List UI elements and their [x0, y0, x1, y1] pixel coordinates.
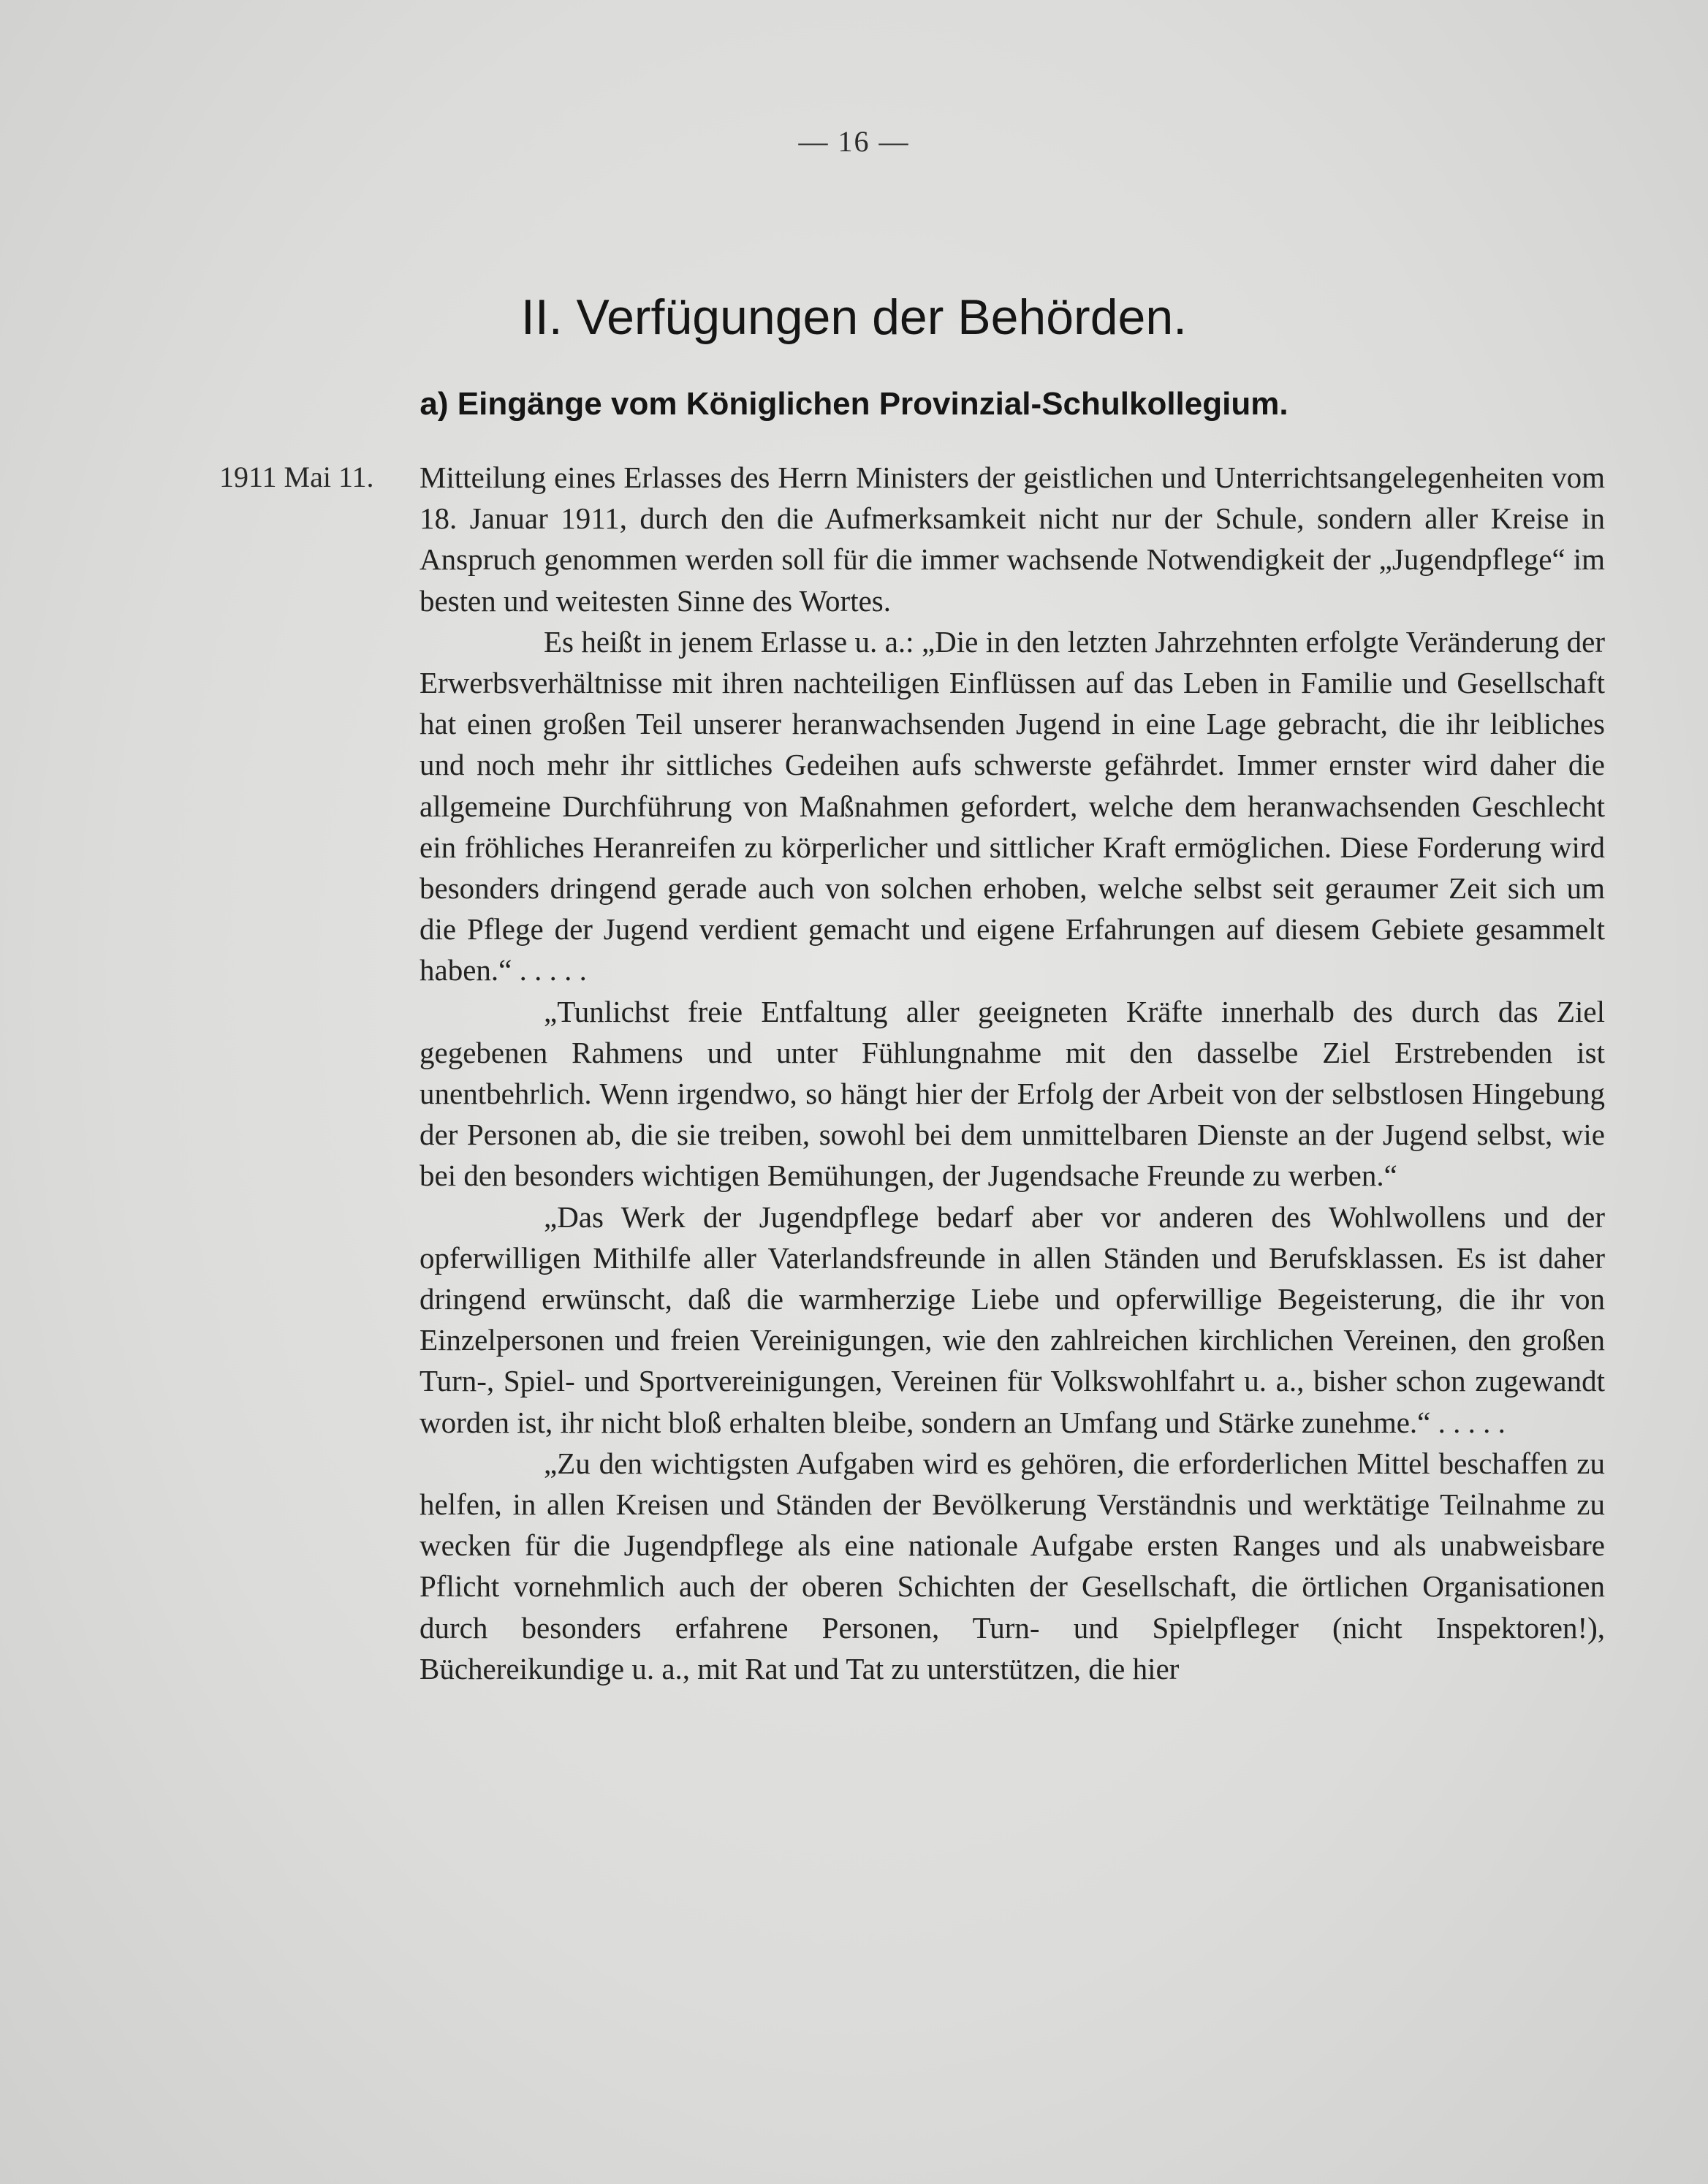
paragraph-notice: Mitteilung eines Erlasses des Herrn Ministers der geistlichen und Unterrichtsangelegenheiten vom 18. Januar 1911, durch den die Aufmerksamkeit nicht nur der Schule, sondern aller Kreise in Anspruch genommen werden soll für die immer wachsende Notwendigkeit der „Jugendpflege“ im besten und weitesten Sinne des Wortes.: [420, 460, 1605, 618]
section-title: II. Verfügungen der Behörden.: [520, 289, 1188, 345]
page-number: — 16 —: [798, 125, 910, 158]
entry-body: [420, 457, 1605, 1689]
paragraph-quote-1: Es heißt in jenem Erlasse u. a.: „Die in den letzten Jahrzehnten erfolgte Veränderung der Erwerbsverhältnisse mit ihren nachteiligen Einflüssen auf das Leben in Familie und Gesellschaft hat einen großen Teil unserer heranwachsenden Jugend in eine Lage gebracht, die ihr leibliches und noch mehr ihr sittliches Gedeihen aufs schwerste gefährdet. Immer ernster wird daher die allgemeine Durchführung von Maßnahmen gefordert, welche dem heranwachsenden Geschlecht ein fröhliches Heranreifen zu körperlicher und sittlicher Kraft ermöglichen. Diese Forderung wird besonders dringend gerade auch von solchen erhoben, welche selbst seit geraumer Zeit sich um die Pflege der Jugend verdient gemacht und eigene Erfahrungen auf diesem Gebiete gesammelt haben.“ . . . . .: [420, 624, 1605, 987]
entry-date: 1911 Mai 11.: [219, 460, 374, 493]
paragraph-quote-2: „Tunlichst freie Entfaltung aller geeigneten Kräfte innerhalb des durch das Ziel gegebenen Rahmens und unter Fühlungnahme mit den dasselbe Ziel Erstrebenden ist unentbehrlich. Wenn irgendwo, so hängt hier der Erfolg der Arbeit von der selbstlosen Hingebung der Personen ab, die sie treiben, sowohl bei dem unmittelbaren Dienste an der Jugend selbst, wie bei den besonders wichtigen Bemühungen, der Jugendsache Freunde zu werben.“: [420, 994, 1605, 1193]
paragraph-quote-3: „Das Werk der Jugendpflege bedarf aber vor anderen des Wohlwollens und der opferwilligen Mithilfe aller Vaterlandsfreunde in allen Ständen und Berufsklassen. Es ist daher dringend erwünscht, daß die warmherzige Liebe und opferwillige Begeisterung, die ihr von Einzelpersonen und freien Vereinigungen, wie den zahlreichen kirchlichen Vereinen, den großen Turn-, Spiel- und Sportvereinigungen, Vereinen für Volkswohlfahrt u. a., bisher schon zugewandt worden ist, ihr nicht bloß erhalten bleibe, sondern an Umfang und Stärke zunehme.“ . . . . .: [420, 1199, 1605, 1439]
paragraph-quote-4: „Zu den wichtigsten Aufgaben wird es gehören, die erforderlichen Mittel beschaffen zu helfen, in allen Kreisen und Ständen der Bevölkerung Verständnis und werktätige Teilnahme zu wecken für die Jugendpflege als eine nationale Aufgabe ersten Ranges und als unabweisbare Pflicht vornehmlich auch der oberen Schichten der Gesellschaft, die örtlichen Organisationen durch besonders erfahrene Personen, Turn- und Spielpfleger (nicht Inspektoren!), Büchereikundige u. a., mit Rat und Tat zu unterstützen, die hier: [420, 1446, 1605, 1686]
subsection-title: a) Eingänge vom Königlichen Provinzial-Schulkollegium.: [420, 386, 1288, 422]
